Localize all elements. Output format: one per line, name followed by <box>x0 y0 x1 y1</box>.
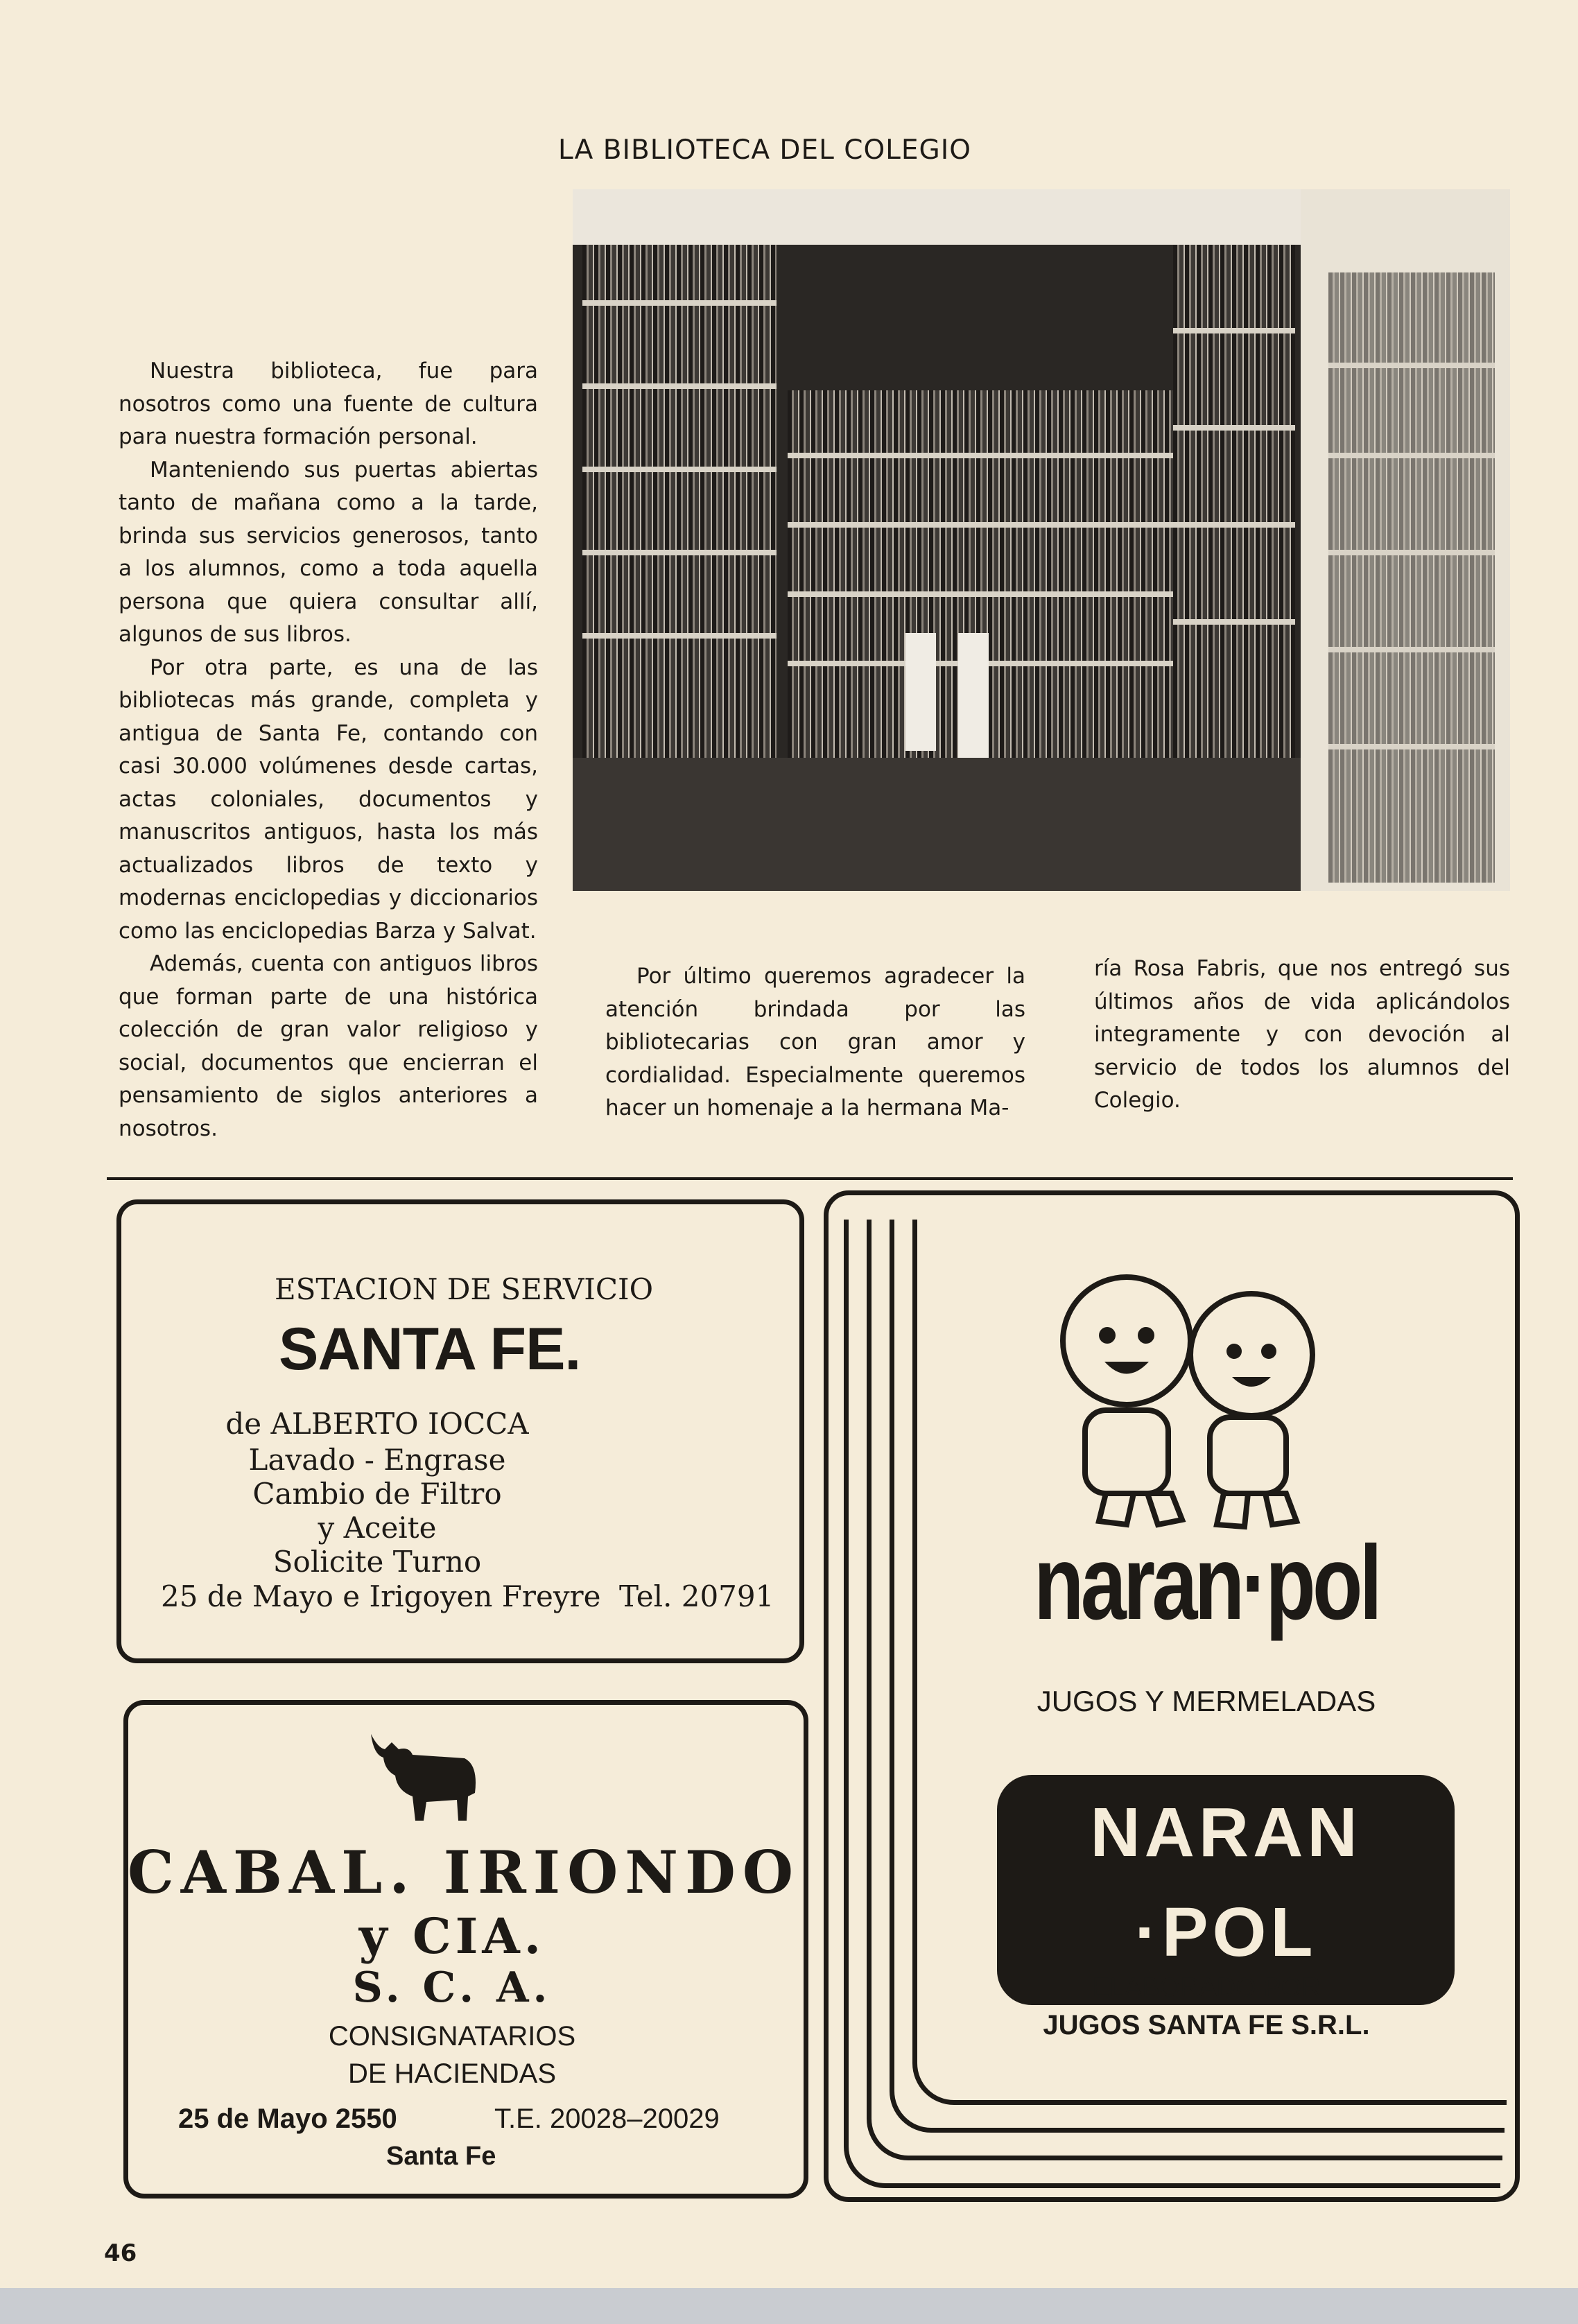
shelf-board <box>1173 619 1295 625</box>
ad-station-address: 25 de Mayo e Irigoyen Freyre <box>161 1579 601 1613</box>
shelf-board <box>788 591 1176 597</box>
maker-name: JUGOS SANTA FE S.R.L. <box>1043 2010 1370 2040</box>
paragraph: Nuestra biblioteca, fue para nosotros como una fuente de cultura para nuestra formación personal. <box>119 358 538 449</box>
ad-cabal-phone: T.E. 20028–20029 <box>494 2104 720 2134</box>
brand-badge <box>997 1775 1455 2005</box>
paragraph: Además, cuenta con antiguos libros que forman parte de una histórica colección de gran valor religioso y social, documentos que encierran el pensamiento de siglos anteriores a nosotros. <box>119 951 538 1141</box>
article-title: LA BIBLIOTECA DEL COLEGIO <box>558 135 971 166</box>
made-by-label: ELABORADO POR <box>1092 1973 1321 2002</box>
ad-cabal-line: CONSIGNATARIOS <box>328 2021 576 2052</box>
tagline: JUGOS Y MERMELADAS <box>1037 1685 1376 1717</box>
horizontal-divider <box>107 1177 1513 1180</box>
ad-station-service: Cambio de Filtro <box>252 1477 502 1511</box>
bull-icon <box>364 1727 482 1824</box>
ad-station-name: SANTA FE. <box>279 1316 581 1382</box>
mascot-kids-icon <box>1043 1258 1335 1535</box>
photo-floor <box>573 758 1301 891</box>
ad-cabal-city: Santa Fe <box>386 2142 496 2171</box>
right-text-column <box>1094 953 1510 1118</box>
paragraph: Por último queremos agradecer la atención brindada por las bibliotecarias con gran amor y cordialidad. Especialmente queremos hacer un homenaje a la hermana Ma- <box>605 964 1025 1120</box>
shelf-board <box>788 453 1176 458</box>
shelf-board <box>1328 363 1495 368</box>
shelf-board <box>582 383 777 389</box>
ad-station-service: Lavado - Engrase <box>248 1443 506 1477</box>
paragraph: Manteniendo sus puertas abiertas tanto de mañana como a la tarde, brinda sus servicios generosos, tanto a los alumnos, como a toda aquella persona que quiera consultar allí, algunos de sus libros. <box>119 457 538 647</box>
paragraph: Por otra parte, es una de las bibliotecas más grande, completa y antigua de Santa Fe, contando con casi 30.000 volúmenes desde cartas, actas coloniales, documentos y manuscritos antiguos, hasta los más actualizados libros de texto y modernas enciclopedias y diccionarios como las enciclopedias Barza y Salvat. <box>119 654 538 944</box>
library-photo <box>573 189 1510 891</box>
bookshelf-left <box>582 245 777 758</box>
ad-cabal-iriondo <box>123 1700 808 2199</box>
shelf-board <box>582 300 777 306</box>
ad-station-phone: Tel. 20791 <box>619 1579 774 1613</box>
middle-text-column <box>605 960 1025 1125</box>
ad-station-line1: ESTACION DE SERVICIO <box>275 1272 654 1306</box>
scan-edge <box>0 2288 1578 2324</box>
shelf-board <box>582 467 777 472</box>
shelf-board <box>582 633 777 639</box>
shelf-board <box>1173 522 1295 528</box>
shelf-board <box>582 550 777 555</box>
shelf-board <box>1173 425 1295 431</box>
paragraph: ría Rosa Fabris, que nos entregó sus últimos años de vida aplicándolos integramente y con devoción al servicio de todos los alumnos del Colegio. <box>1094 956 1510 1113</box>
ad-station-service: y Aceite <box>318 1511 437 1545</box>
ad-cabal-name: CABAL. IRIONDO <box>127 1838 801 1907</box>
badge-text: ·POL <box>1134 1893 1317 1971</box>
shelf-board <box>1328 550 1495 555</box>
ad-service-station <box>116 1199 804 1663</box>
brand-logo: naran·pol <box>1033 1524 1380 1642</box>
shelf-board <box>1328 647 1495 652</box>
ad-station-owner: de ALBERTO IOCCA <box>225 1407 529 1441</box>
doorway-light <box>905 633 936 751</box>
badge-text: NARAN <box>1090 1794 1362 1871</box>
ad-cabal-line: DE HACIENDAS <box>347 2058 557 2089</box>
shelf-board <box>788 522 1176 528</box>
shelf-board <box>1173 328 1295 333</box>
left-text-column <box>119 355 538 1145</box>
shelf-board <box>1328 744 1495 749</box>
ad-naranpol <box>824 1190 1520 2202</box>
ad-station-service: Solicite Turno <box>272 1545 482 1579</box>
ad-cabal-address: 25 de Mayo 2550 <box>178 2104 397 2134</box>
shelf-board <box>1328 453 1495 458</box>
ad-cabal-name: y CIA. <box>358 1907 546 1965</box>
ad-cabal-name: S. C. A. <box>352 1963 552 2012</box>
page-number: 46 <box>104 2239 137 2267</box>
